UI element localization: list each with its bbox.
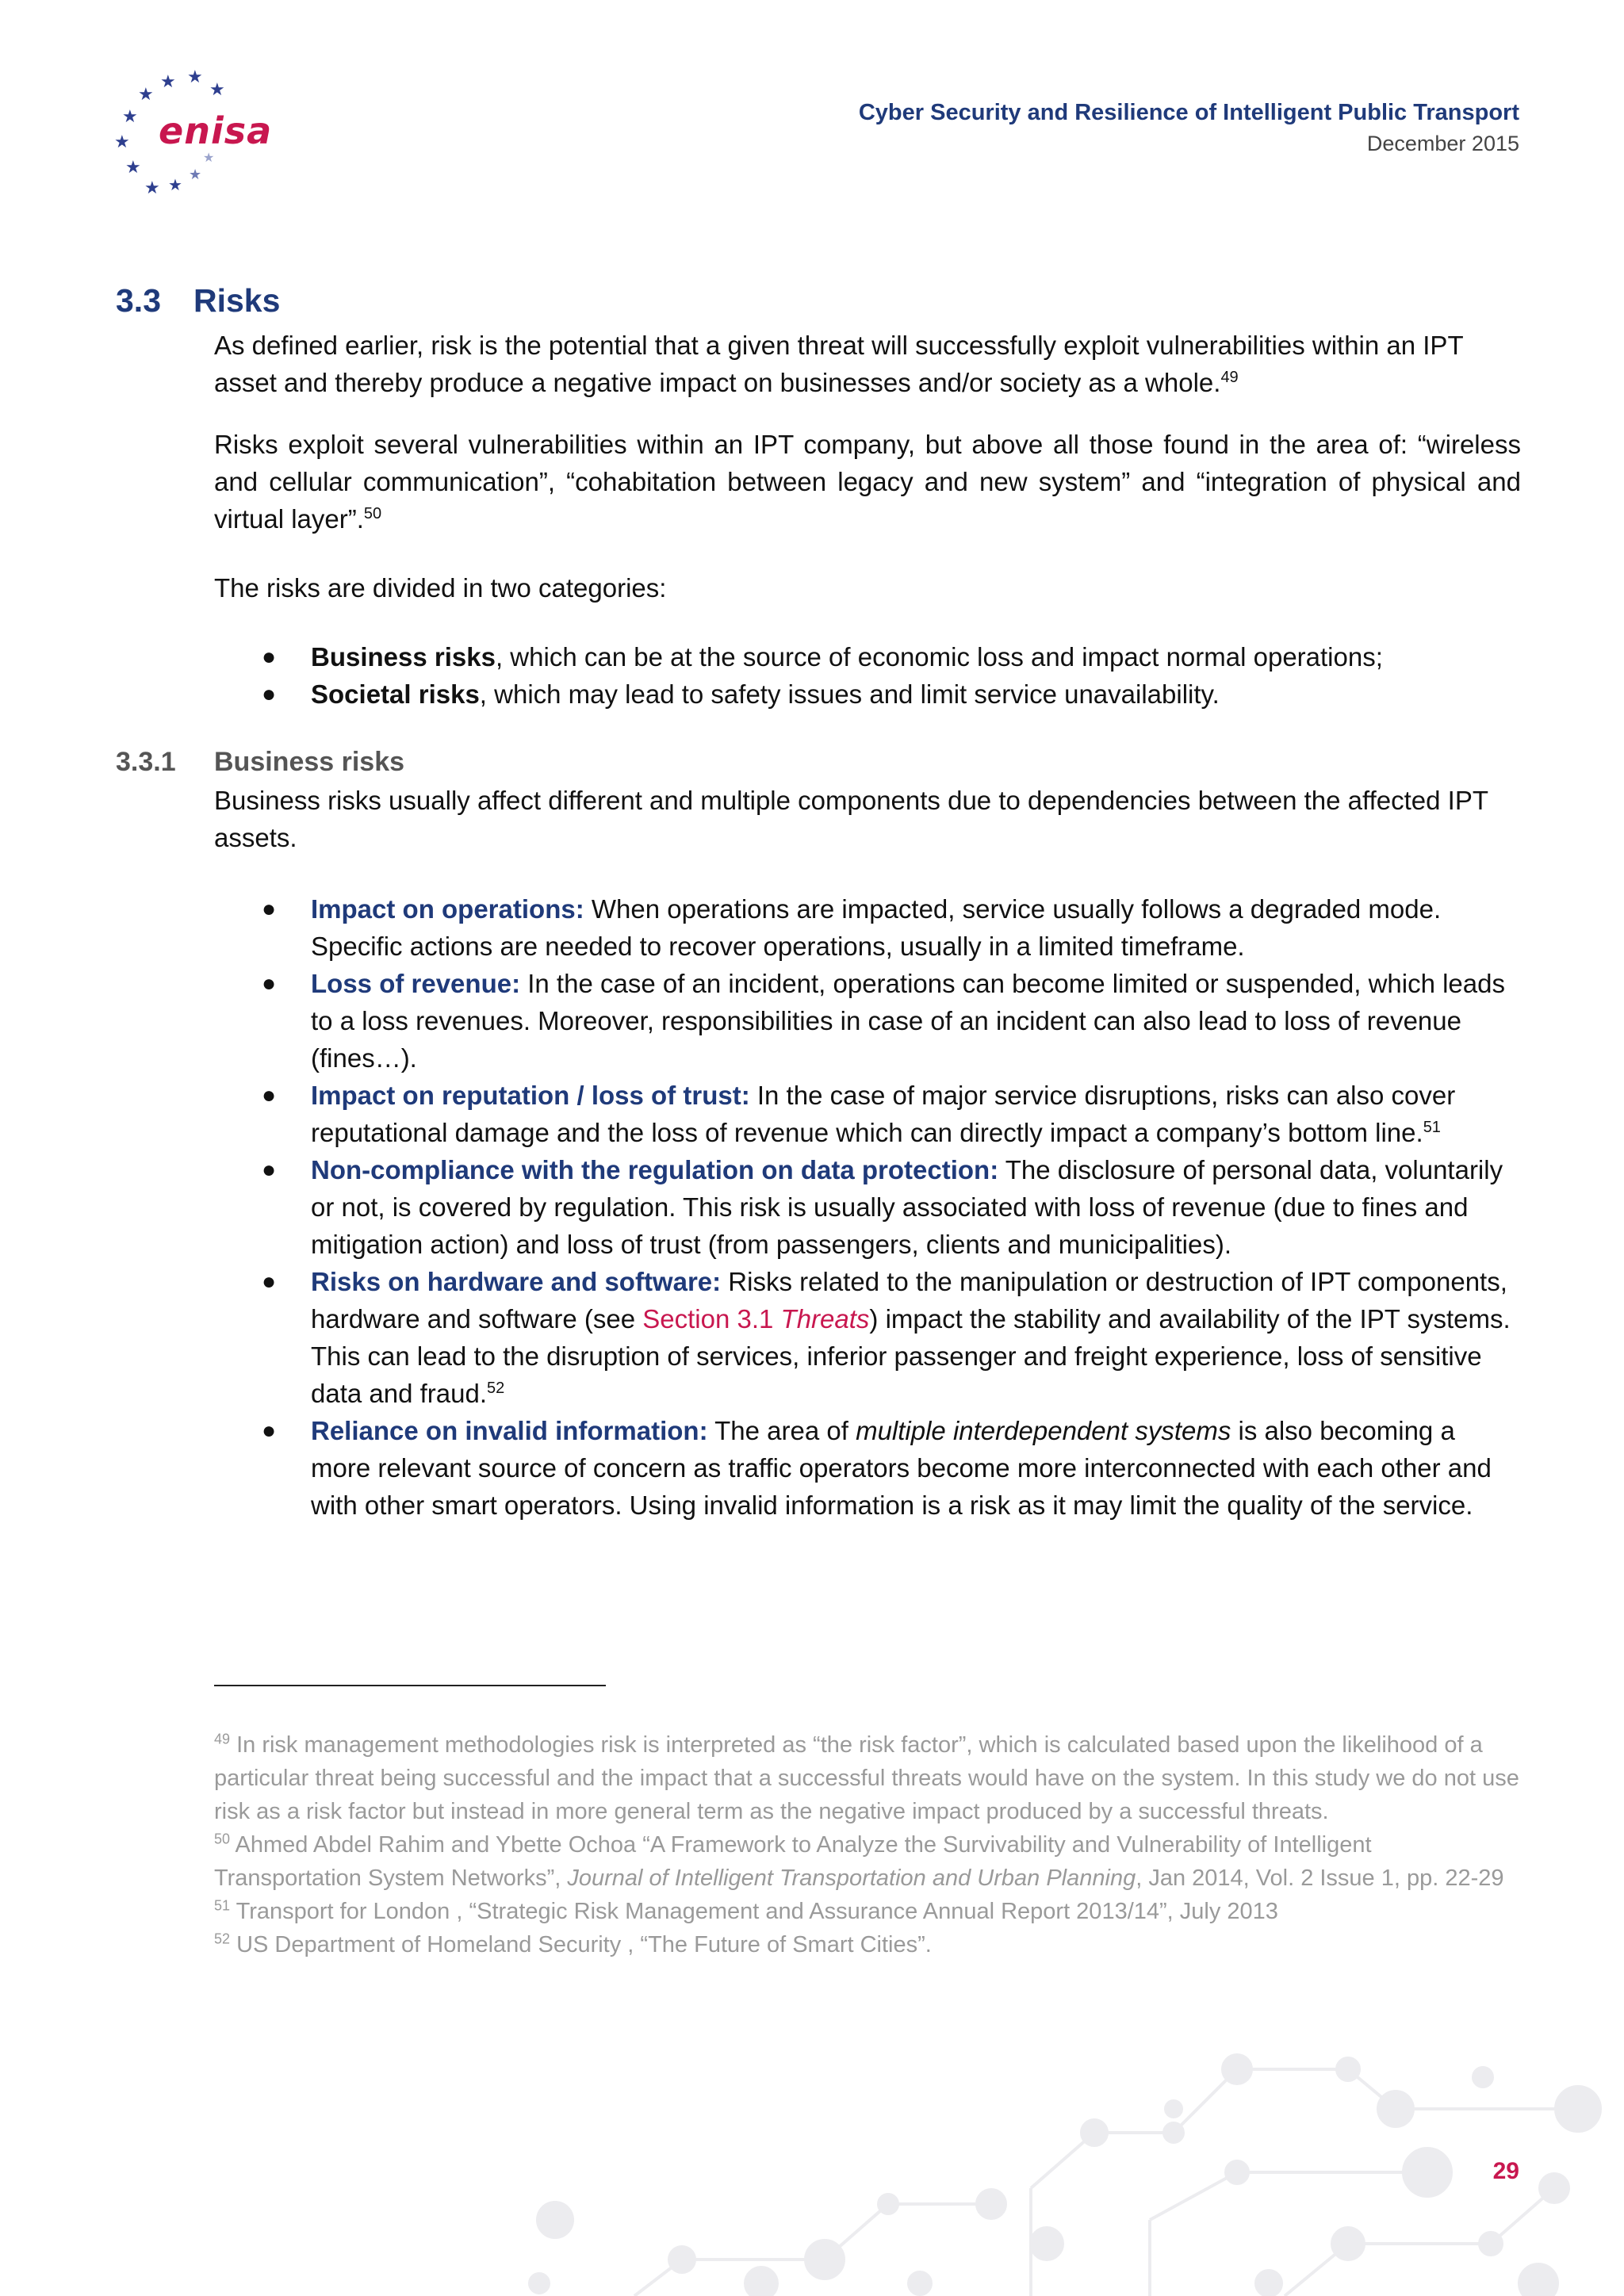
footnote-journal: Journal of Intelligent Transportation and Urban Planning — [567, 1866, 1136, 1891]
bullet-icon: ● — [262, 970, 277, 997]
bullet-icon: ● — [262, 644, 277, 670]
footnote-number: 50 — [214, 1831, 231, 1847]
footnote-text: , Jan 2014, Vol. 2 Issue 1, pp. 22-29 — [1136, 1866, 1504, 1891]
svg-text:★: ★ — [114, 132, 130, 152]
footnote-ref[interactable]: 52 — [487, 1380, 505, 1397]
list-item — [214, 638, 1521, 675]
section-intro-paragraph — [214, 327, 1521, 401]
business-risks-list — [214, 890, 1521, 1524]
risk-term: Non-compliance with the regulation on data protection: — [311, 1155, 999, 1184]
list-item — [214, 1412, 1521, 1524]
risk-text: ) impact the stability and availability of the IPT systems. This can lead to the disruption of services, inferior passenger and freight experience, loss of sensitive data and fraud. — [311, 1304, 1511, 1408]
footnote-ref[interactable]: 51 — [1423, 1119, 1441, 1136]
risk-term: Risks on hardware and software: — [311, 1267, 722, 1296]
document-date: December 2015 — [1366, 132, 1519, 155]
footnote-ref[interactable]: 49 — [1220, 369, 1239, 386]
enisa-wordmark: enisa — [159, 109, 273, 152]
footnote — [214, 1828, 1521, 1895]
subsection-intro-paragraph: Business risks usually affect different and multiple components due to dependencies between the affected IPT assets. — [214, 786, 1488, 852]
category-term: Societal risks — [311, 679, 480, 709]
svg-text:★: ★ — [209, 80, 225, 100]
risk-text: In the case of an incident, operations can become limited or suspended, which leads to a loss revenues. Moreover, responsibilities in case of an incident can also lead to loss of revenue (fines…). — [311, 969, 1505, 1073]
risk-term: Impact on reputation / loss of trust: — [311, 1081, 750, 1110]
risk-categories-list — [214, 638, 1521, 713]
category-text: , which may lead to safety issues and limit service unavailability. — [479, 679, 1220, 709]
svg-text:★: ★ — [189, 166, 202, 183]
section-heading — [116, 282, 280, 320]
svg-text:★: ★ — [144, 178, 160, 198]
risk-text: is also becoming a more relevant source of concern as traffic operators become more interconnected with each other and with other smart operators. Using invalid information is a risk as it may limit the quality of the service. — [311, 1416, 1492, 1520]
risk-text: Risks related to the manipulation or destruction of IPT components, hardware and software (see — [311, 1267, 1507, 1334]
vulnerabilities-text: Risks exploit several vulnerabilities within an IPT company, but above all those found in the area of: “wireless and cellular communication”, “cohabitation between legacy and new system” and “integration of physical and virtual layer”. — [214, 430, 1521, 534]
risk-term: Loss of revenue: — [311, 969, 521, 998]
bullet-icon: ● — [262, 1157, 277, 1183]
footnote-number: 49 — [214, 1731, 231, 1747]
svg-text:★: ★ — [203, 150, 215, 165]
section-link[interactable] — [642, 1304, 869, 1334]
svg-text:★: ★ — [160, 72, 176, 92]
enisa-logo — [111, 68, 273, 203]
footnote-text: Ahmed Abdel Rahim and Ybette Ochoa “A Framework to Analyze the Survivability and Vulnerability of Intelligent Transportation System Networks”, — [214, 1832, 1372, 1891]
risk-text: The area of — [707, 1416, 856, 1445]
bullet-icon: ● — [262, 1269, 277, 1295]
list-item — [214, 965, 1521, 1077]
subsection-title: Business risks — [214, 747, 405, 777]
footnote — [214, 1928, 1521, 1961]
svg-text:★: ★ — [125, 158, 141, 178]
vulnerabilities-paragraph — [214, 426, 1521, 538]
categories-intro: The risks are divided in two categories: — [214, 573, 667, 603]
footnote-ref[interactable]: 50 — [363, 505, 382, 522]
subsection-number: 3.3.1 — [116, 747, 176, 777]
svg-text:★: ★ — [138, 85, 154, 105]
section-link-italic[interactable]: Threats — [780, 1304, 870, 1334]
risk-term: Impact on operations: — [311, 894, 584, 924]
section-number: 3.3 — [116, 282, 161, 319]
list-item — [214, 1263, 1521, 1412]
footnote — [214, 1728, 1521, 1828]
footnote-text: US Department of Homeland Security , “The Future of Smart Cities”. — [230, 1932, 932, 1957]
footnotes — [214, 1728, 1521, 1961]
bullet-icon: ● — [262, 896, 277, 922]
risk-text-italic: multiple interdependent systems — [856, 1416, 1231, 1445]
category-text: , which can be at the source of economic loss and impact normal operations; — [495, 642, 1383, 672]
risk-text: When operations are impacted, service usually follows a degraded mode. Specific actions are needed to recover operations, usually in a limited timeframe. — [311, 894, 1442, 961]
risk-term: Reliance on invalid information: — [311, 1416, 708, 1445]
list-item — [214, 890, 1521, 965]
section-title: Risks — [193, 282, 281, 319]
list-item — [214, 1077, 1521, 1151]
category-term: Business risks — [311, 642, 496, 672]
footnote-number: 52 — [214, 1931, 231, 1947]
section-intro-text: As defined earlier, risk is the potential that a given threat will successfully exploit vulnerabilities within an IPT asset and thereby produce a negative impact on businesses and/or society as a whole. — [214, 331, 1464, 397]
list-item — [214, 1151, 1521, 1263]
list-item — [214, 675, 1521, 713]
bullet-icon: ● — [262, 1082, 277, 1108]
bullet-icon: ● — [262, 681, 277, 707]
footnote-divider — [214, 1685, 606, 1686]
subsection-heading — [116, 747, 404, 778]
footnote-text: In risk management methodologies risk is interpreted as “the risk factor”, which is calculated based upon the likelihood of a particular threat being successful and the impact that a successful threats would have on the system. In this study we do not use risk as a risk factor but instead in more general term as the negative impact produced by a successful threats. — [214, 1732, 1519, 1824]
footnote-number: 51 — [214, 1897, 231, 1914]
risk-text: In the case of major service disruptions, risks can also cover reputational damage and the loss of revenue which can directly impact a company’s bottom line. — [311, 1081, 1456, 1147]
footnote — [214, 1895, 1521, 1928]
section-link-label[interactable]: Section 3.1 — [642, 1304, 774, 1334]
risk-text: The disclosure of personal data, voluntarily or not, is covered by regulation. This risk is usually associated with loss of revenue (due to fines and mitigation action) and loss of trust (from passengers, clients and municipalities). — [311, 1155, 1503, 1259]
footnote-text: Transport for London , “Strategic Risk Management and Assurance Annual Report 2013/14”, July 2013 — [230, 1899, 1278, 1924]
svg-text:★: ★ — [168, 175, 182, 194]
svg-text:★: ★ — [122, 107, 138, 127]
svg-text:★: ★ — [187, 68, 203, 87]
document-title: Cyber Security and Resilience of Intelligent Public Transport — [858, 100, 1519, 125]
page-number: 29 — [1492, 2158, 1519, 2184]
bullet-icon: ● — [262, 1418, 277, 1444]
